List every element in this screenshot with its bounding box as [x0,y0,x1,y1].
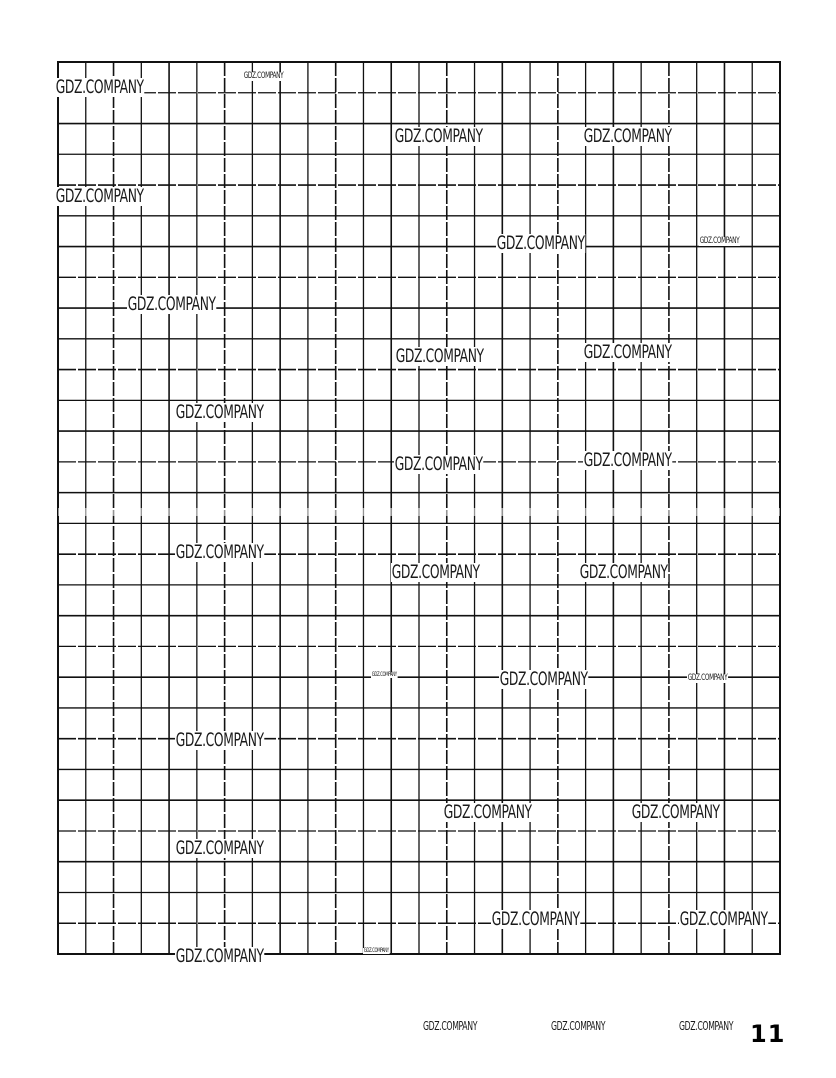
watermark: GDZ.COMPANY [363,947,389,954]
watermark: GDZ.COMPANY [395,345,484,367]
watermark: GDZ.COMPANY [491,908,580,930]
watermark: GDZ.COMPANY [55,185,144,207]
scan-scuff [58,508,780,516]
watermark: GDZ.COMPANY [175,401,264,423]
page-number: 11 [750,1020,786,1048]
watermark: GDZ.COMPANY [551,1019,606,1033]
watermark: GDZ.COMPANY [175,729,264,751]
watermark: GDZ.COMPANY [423,1019,478,1033]
watermark: GDZ.COMPANY [127,293,216,315]
watermark: GDZ.COMPANY [699,236,740,246]
watermark: GDZ.COMPANY [175,837,264,859]
watermark: GDZ.COMPANY [391,561,480,583]
watermark: GDZ.COMPANY [631,801,720,823]
watermark: GDZ.COMPANY [583,341,672,363]
watermark: GDZ.COMPANY [499,668,588,690]
watermark: GDZ.COMPANY [496,232,585,254]
watermark: GDZ.COMPANY [175,541,264,563]
watermark: GDZ.COMPANY [679,908,768,930]
watermark: GDZ.COMPANY [394,125,483,147]
watermark: GDZ.COMPANY [679,1019,734,1033]
watermark: GDZ.COMPANY [371,671,397,678]
watermark: GDZ.COMPANY [687,673,728,683]
watermark: GDZ.COMPANY [243,71,284,81]
watermark: GDZ.COMPANY [583,449,672,471]
watermark: GDZ.COMPANY [443,801,532,823]
watermark: GDZ.COMPANY [579,561,668,583]
watermark: GDZ.COMPANY [583,125,672,147]
watermark: GDZ.COMPANY [55,76,144,98]
watermark: GDZ.COMPANY [175,945,264,967]
watermark: GDZ.COMPANY [394,453,483,475]
